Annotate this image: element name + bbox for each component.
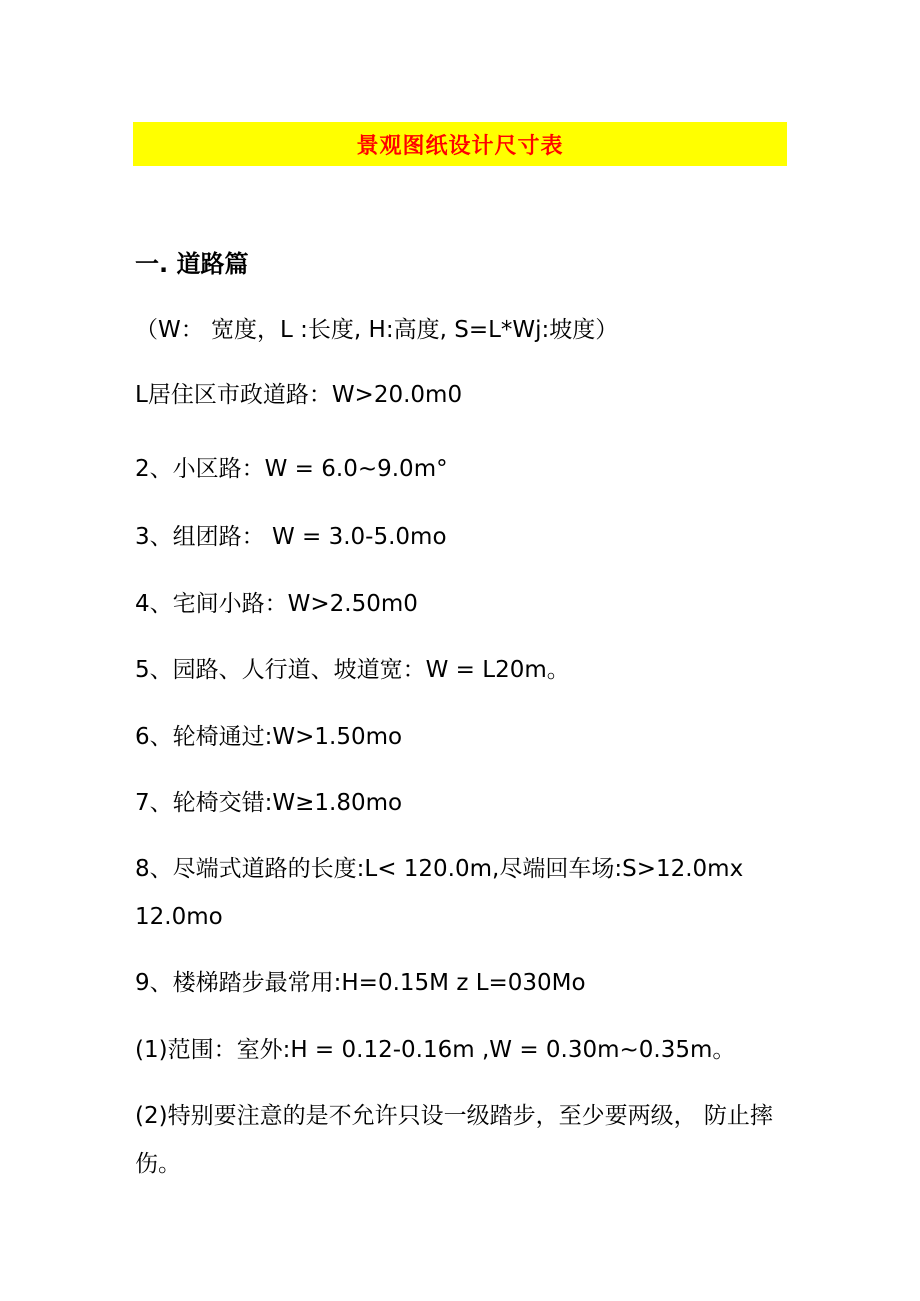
list-item: 6、轮椅通过:W>1.50mo xyxy=(135,724,403,750)
section-heading: 一. 道路篇 xyxy=(135,250,249,278)
list-item: (1)范围：室外:H = 0.12-0.16m ,W = 0.30m~0.35m。 xyxy=(135,1037,736,1063)
list-item: 2、小区路：W = 6.0~9.0m° xyxy=(135,456,448,482)
document-title: 景观图纸设计尺寸表 xyxy=(356,133,564,159)
list-item: 3、组团路： W = 3.0-5.0mo xyxy=(135,524,447,550)
list-item: 5、园路、人行道、坡道宽：W = L20m。 xyxy=(135,657,570,683)
list-item: (2)特别要注意的是不允许只设一级踏步，至少要两级， 防止摔伤。 xyxy=(135,1103,773,1177)
legend-line: （W： 宽度，L :长度, H:高度, S=L*Wj:坡度） xyxy=(135,317,619,343)
title-banner xyxy=(133,122,787,166)
list-item: 8、尽端式道路的长度:L< 120.0m,尽端回车场:S>12.0mx 12.0mo xyxy=(135,856,744,930)
list-item: 9、楼梯踏步最常用:H=0.15M z L=030Mo xyxy=(135,970,586,996)
list-item: 4、宅间小路：W>2.50m0 xyxy=(135,591,418,617)
list-item: L居住区市政道路：W>20.0m0 xyxy=(135,382,463,408)
list-item: 7、轮椅交错:W≥1.80mo xyxy=(135,790,403,816)
